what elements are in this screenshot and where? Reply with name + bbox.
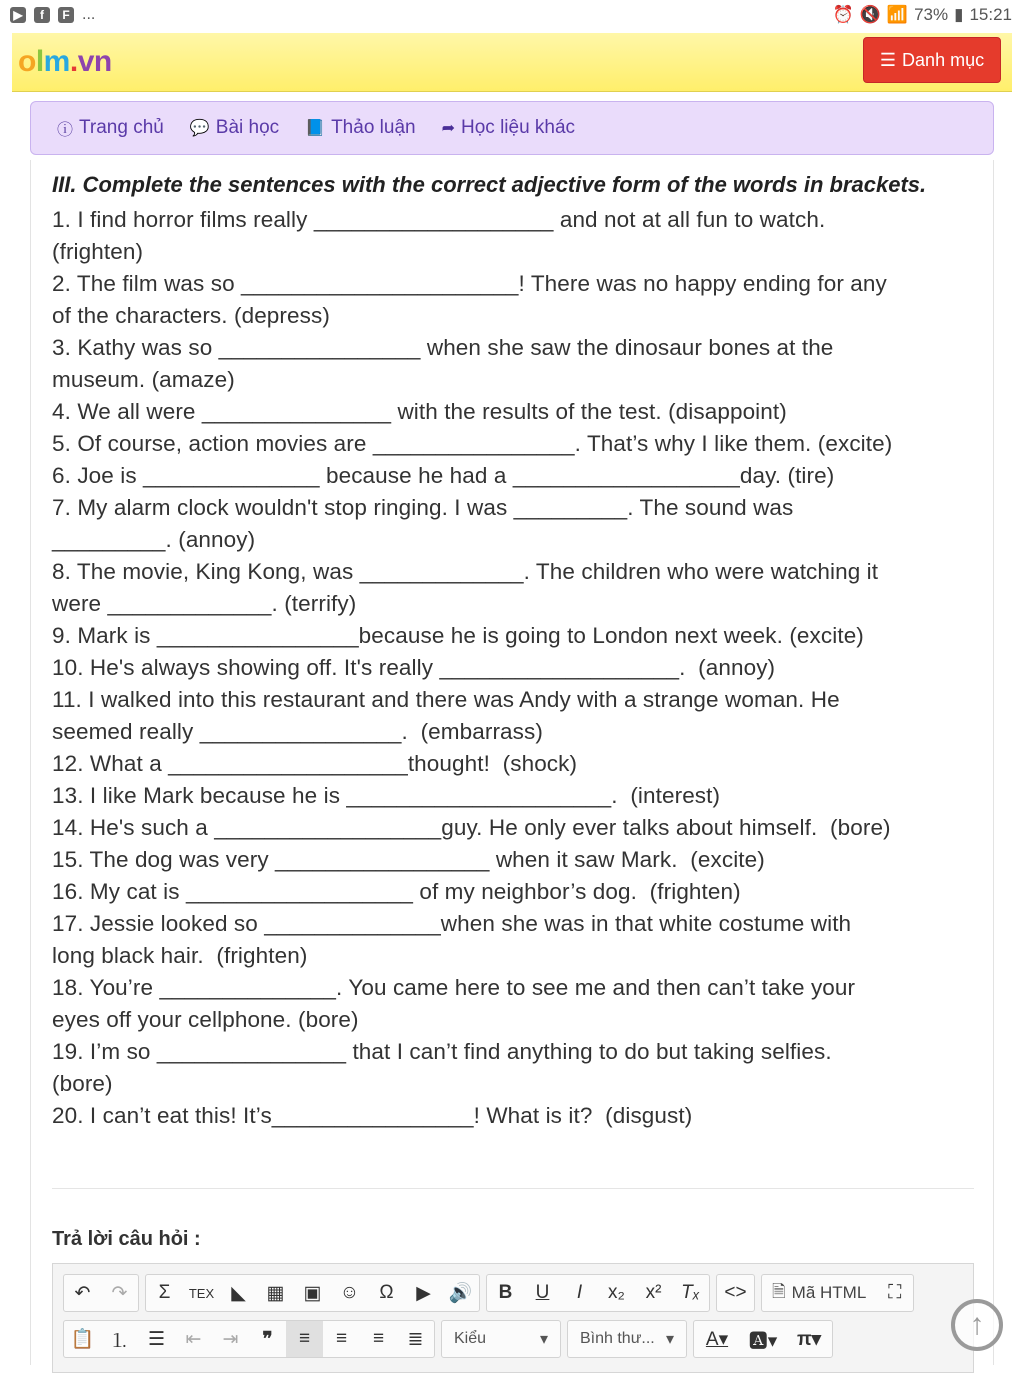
question-content — [30, 160, 994, 1365]
bulleted-list-icon[interactable]: ☰ — [147, 1328, 166, 1350]
code-group — [716, 1274, 755, 1312]
youtube-embed-icon[interactable]: ▶ — [416, 1282, 431, 1304]
section-divider — [52, 1188, 974, 1189]
answer-label: Trả lời câu hỏi : — [52, 1228, 201, 1250]
code-icon[interactable]: <> — [724, 1282, 747, 1303]
exercise-line: long black hair. (frighten) — [52, 943, 308, 968]
text-color-icon[interactable]: A▾ — [705, 1328, 729, 1350]
format-select[interactable] — [568, 1321, 686, 1357]
style-select-value: Kiểu — [454, 1330, 487, 1347]
exercise-line: 19. I’m so _______________ that I can’t find anything to do but taking selfies. — [52, 1039, 832, 1064]
nav-item-home[interactable] — [57, 117, 164, 140]
chat-icon: 💬 — [189, 120, 210, 137]
document-icon: 🗎 — [772, 1281, 786, 1301]
exercise-line: 1. I find horror films really ___________________ and not at all fun to watch. — [52, 207, 826, 232]
list-group — [63, 1320, 435, 1358]
indent-icon[interactable]: ⇥ — [222, 1328, 239, 1350]
bold-icon[interactable]: B — [498, 1282, 513, 1303]
wifi-signal-icon: 📶 — [886, 5, 909, 24]
exercise-line: seemed really ________________. (embarrass) — [52, 719, 543, 744]
facebook-icon: f — [34, 7, 50, 23]
caret-down-icon: ▾ — [539, 1331, 548, 1348]
mute-icon: 🔇 — [859, 5, 881, 24]
youtube-icon: ▶ — [10, 7, 26, 23]
flipboard-icon: F — [58, 7, 74, 23]
exercise-line: 12. What a ___________________thought! (shock) — [52, 751, 578, 776]
math-pi-icon[interactable]: π▾ — [796, 1328, 822, 1350]
info-icon: ⓘ — [57, 121, 74, 139]
nav-item-other-materials[interactable] — [442, 117, 575, 139]
undo-icon[interactable]: ↶ — [74, 1282, 91, 1304]
table-icon[interactable]: ▦ — [266, 1282, 285, 1304]
exercise-line: of the characters. (depress) — [52, 303, 330, 328]
category-menu-label: Danh mục — [902, 49, 985, 70]
exercise-line: 6. Joe is ______________ because he had a __________________day. (tire) — [52, 463, 835, 488]
exercise-text — [52, 204, 982, 1132]
rich-text-editor[interactable] — [52, 1263, 974, 1373]
background-color-icon[interactable]: 🅰▾ — [748, 1330, 778, 1352]
exercise-line: eyes off your cellphone. (bore) — [52, 1007, 359, 1032]
arrow-up-icon: ↑ — [969, 1308, 985, 1341]
exercise-line: 15. The dog was very _________________ when it saw Mark. (excite) — [52, 847, 765, 872]
exercise-line: 10. He's always showing off. It's really ___________________. (annoy) — [52, 655, 776, 680]
tex-icon[interactable]: TEX — [188, 1285, 215, 1301]
draw-icon[interactable]: ◣ — [231, 1282, 246, 1304]
nav-item-label: Thảo luận — [331, 117, 416, 138]
status-left — [10, 6, 95, 24]
superscript-icon[interactable]: x² — [645, 1282, 662, 1303]
exercise-line: 18. You’re ______________. You came here to see me and then can’t take your — [52, 975, 856, 1000]
editor-toolbar-row-2 — [63, 1320, 833, 1358]
subscript-icon[interactable]: x₂ — [608, 1282, 625, 1303]
exercise-line: 7. My alarm clock wouldn't stop ringing. I was _________. The sound was — [52, 495, 794, 520]
status-ellipsis: ... — [82, 6, 96, 23]
list-icon: ☰ — [879, 49, 897, 70]
outdent-icon[interactable]: ⇤ — [185, 1328, 202, 1350]
nav-item-discussion[interactable] — [305, 117, 415, 139]
nav-item-label: Học liệu khác — [461, 117, 576, 138]
share-icon: ➦ — [441, 120, 455, 137]
nav-item-label: Bài học — [215, 117, 280, 138]
battery-icon: ▮ — [954, 5, 964, 24]
exercise-line: 13. I like Mark because he is _____________________. (interest) — [52, 783, 721, 808]
audio-icon[interactable]: 🔊 — [448, 1283, 473, 1304]
exercise-line: 4. We all were _______________ with the results of the test. (disappoint) — [52, 399, 787, 424]
exercise-line: 17. Jessie looked so ______________when she was in that white costume with — [52, 911, 852, 936]
format-select-value: Bình thư... — [580, 1330, 655, 1347]
omega-icon[interactable]: Ω — [379, 1282, 394, 1303]
html-source-button[interactable] — [762, 1275, 876, 1311]
exercise-line: 8. The movie, King Kong, was _____________. The children who were watching it — [52, 559, 879, 584]
align-left-icon[interactable]: ≡ — [286, 1321, 323, 1357]
redo-icon[interactable]: ↷ — [111, 1282, 128, 1304]
image-icon[interactable]: ▣ — [303, 1282, 322, 1304]
nav-item-label: Trang chủ — [79, 117, 164, 138]
category-menu-button[interactable] — [863, 37, 1001, 83]
exercise-line: were _____________. (terrify) — [52, 591, 357, 616]
align-right-icon[interactable]: ≡ — [372, 1328, 385, 1349]
exercise-line: 20. I can’t eat this! It’s________________! What is it? (disgust) — [52, 1103, 693, 1128]
book-icon: 📘 — [305, 120, 326, 137]
site-header — [12, 33, 1012, 92]
sigma-icon[interactable]: Σ — [158, 1282, 171, 1303]
history-group — [63, 1274, 139, 1312]
exercise-line: (bore) — [52, 1071, 113, 1096]
editor-toolbar-row-1 — [63, 1274, 914, 1312]
scroll-to-top-button[interactable] — [951, 1299, 1003, 1351]
exercise-line: 9. Mark is ________________because he is going to London next week. (excite) — [52, 623, 864, 648]
text-style-group — [486, 1274, 710, 1312]
caret-down-icon: ▾ — [665, 1331, 674, 1348]
color-group — [693, 1320, 833, 1358]
fullscreen-icon[interactable]: ⛶ — [888, 1282, 902, 1303]
exercise-line: 14. He's such a __________________guy. He only ever talks about himself. (bore) — [52, 815, 891, 840]
style-select[interactable] — [442, 1321, 560, 1357]
exercise-line: 11. I walked into this restaurant and there was Andy with a strange woman. He — [52, 687, 840, 712]
clock: 15:21 — [969, 5, 1012, 24]
nav-item-lessons[interactable] — [190, 117, 279, 139]
underline-icon[interactable]: U — [535, 1282, 550, 1303]
format-select-group — [567, 1320, 687, 1358]
exercise-heading: III. Complete the sentences with the correct adjective form of the words in brackets. — [52, 172, 927, 197]
exercise-line: _________. (annoy) — [52, 527, 256, 552]
status-right — [833, 5, 1012, 25]
html-source-label: Mã HTML — [791, 1283, 867, 1302]
exercise-line: 2. The film was so ______________________! There was no happy ending for any — [52, 271, 887, 296]
paste-icon[interactable]: 📋 — [70, 1329, 95, 1350]
numbered-list-icon[interactable]: ⒈ — [109, 1330, 129, 1352]
align-center-icon[interactable]: ≡ — [335, 1328, 348, 1349]
exercise-line: 5. Of course, action movies are ________________. That’s why I like them. (excite) — [52, 431, 893, 456]
smiley-icon[interactable]: ☺ — [339, 1282, 360, 1303]
clear-format-icon[interactable]: Tₓ — [681, 1282, 700, 1303]
site-logo[interactable]: olm.vn — [18, 45, 112, 78]
status-bar — [0, 0, 1024, 32]
insert-group — [145, 1274, 480, 1312]
style-select-group — [441, 1320, 561, 1358]
italic-icon[interactable]: I — [576, 1282, 583, 1303]
battery-percent: 73% — [914, 5, 949, 24]
main-nav — [30, 101, 994, 155]
source-group — [761, 1274, 914, 1312]
alarm-icon: ⏰ — [832, 5, 854, 24]
exercise-line: 3. Kathy was so ________________ when she saw the dinosaur bones at the — [52, 335, 834, 360]
blockquote-icon[interactable]: ❞ — [262, 1328, 273, 1350]
align-justify-icon[interactable]: ≣ — [407, 1328, 424, 1350]
exercise-line: (frighten) — [52, 239, 144, 264]
exercise-line: museum. (amaze) — [52, 367, 235, 392]
exercise-line: 16. My cat is __________________ of my neighbor’s dog. (frighten) — [52, 879, 741, 904]
